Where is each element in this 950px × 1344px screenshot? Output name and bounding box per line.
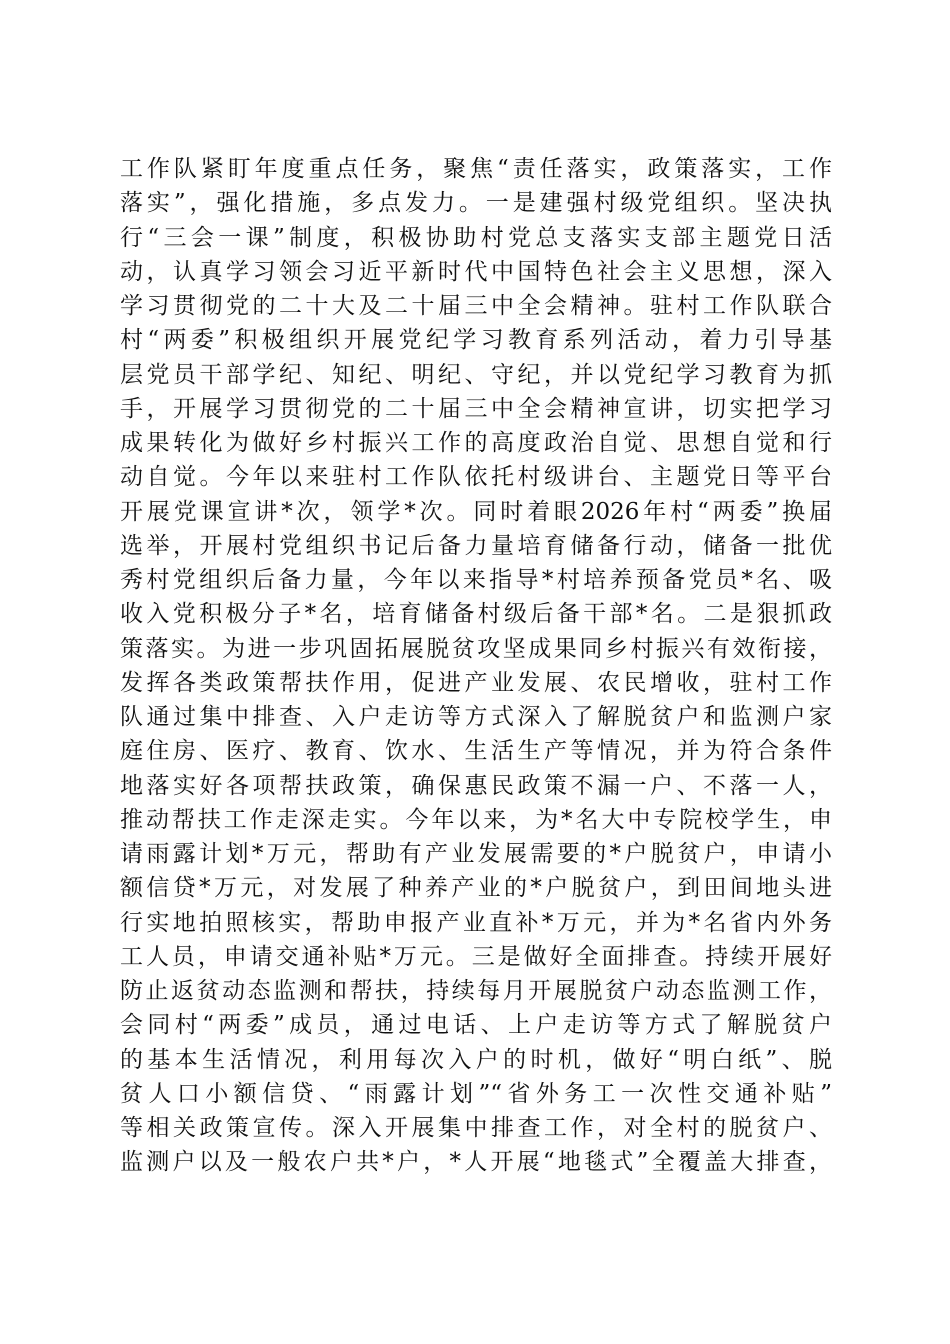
text-line: 庭住房、医疗、教育、饮水、生活生产等情况，并为符合条件: [120, 738, 832, 765]
text-line: 贫人口小额信贷、“雨露计划”“省外务工一次性交通补贴”: [120, 1080, 832, 1107]
text-line: 选举，开展村党组织书记后备力量培育储备行动，储备一批优: [120, 532, 832, 559]
text-line: 学习贯彻党的二十大及二十届三中全会精神。驻村工作队联合: [120, 293, 832, 319]
text-line: 村“两委”积极组织开展党纪学习教育系列活动，着力引导基: [120, 327, 832, 354]
text-line: 监测户以及一般农户共*户，*人开展“地毯式”全覆盖大排查，: [120, 1149, 832, 1176]
text-line: 请雨露计划*万元，帮助有产业发展需要的*户脱贫户，申请小: [120, 841, 832, 867]
text-line: 的基本生活情况，利用每次入户的时机，做好“明白纸”、脱: [120, 1046, 832, 1073]
text-line: 额信贷*万元，对发展了种养产业的*户脱贫户，到田间地头进: [120, 875, 832, 902]
text-line: 等相关政策宣传。深入开展集中排查工作，对全村的脱贫户、: [120, 1115, 832, 1141]
text-line: 落实”，强化措施，多点发力。一是建强村级党组织。坚决执: [120, 190, 832, 217]
text-line: 地落实好各项帮扶政策，确保惠民政策不漏一户、不落一人，: [120, 772, 832, 799]
text-line: 收入党积极分子*名，培育储备村级后备干部*名。二是狠抓政: [120, 601, 832, 628]
text-line: 工作队紧盯年度重点任务，聚焦“责任落实，政策落实，工作: [120, 156, 832, 182]
text-line: 成果转化为做好乡村振兴工作的高度政治自觉、思想自觉和行: [120, 430, 832, 456]
text-line: 工人员，申请交通补贴*万元。三是做好全面排查。持续开展好: [120, 943, 832, 970]
text-line: 手，开展学习贯彻党的二十届三中全会精神宣讲，切实把学习: [120, 395, 832, 422]
text-line: 队通过集中排查、入户走访等方式深入了解脱贫户和监测户家: [120, 704, 832, 730]
text-line: 策落实。为进一步巩固拓展脱贫攻坚成果同乡村振兴有效衔接，: [120, 635, 832, 662]
text-line: 行实地拍照核实，帮助申报产业直补*万元，并为*名省内外务: [120, 909, 832, 936]
text-line: 推动帮扶工作走深走实。今年以来，为*名大中专院校学生，申: [120, 806, 832, 833]
text-line: 行“三会一课”制度，积极协助村党总支落实支部主题党日活: [120, 224, 832, 251]
text-line: 会同村“两委”成员，通过电话、上户走访等方式了解脱贫户: [120, 1012, 832, 1039]
text-line: 动自觉。今年以来驻村工作队依托村级讲台、主题党日等平台: [120, 464, 832, 491]
text-line: 发挥各类政策帮扶作用，促进产业发展、农民增收，驻村工作: [120, 669, 832, 696]
text-line: 开展党课宣讲*次，领学*次。同时着眼2026年村“两委”换届: [120, 498, 832, 525]
body-paragraph: [120, 152, 832, 1180]
text-line: 防止返贫动态监测和帮扶，持续每月开展脱贫户动态监测工作，: [120, 978, 832, 1004]
text-line: 秀村党组织后备力量，今年以来指导*村培养预备党员*名、吸: [120, 567, 832, 593]
text-line: 动，认真学习领会习近平新时代中国特色社会主义思想，深入: [120, 258, 832, 285]
text-line: 层党员干部学纪、知纪、明纪、守纪，并以党纪学习教育为抓: [120, 361, 832, 388]
